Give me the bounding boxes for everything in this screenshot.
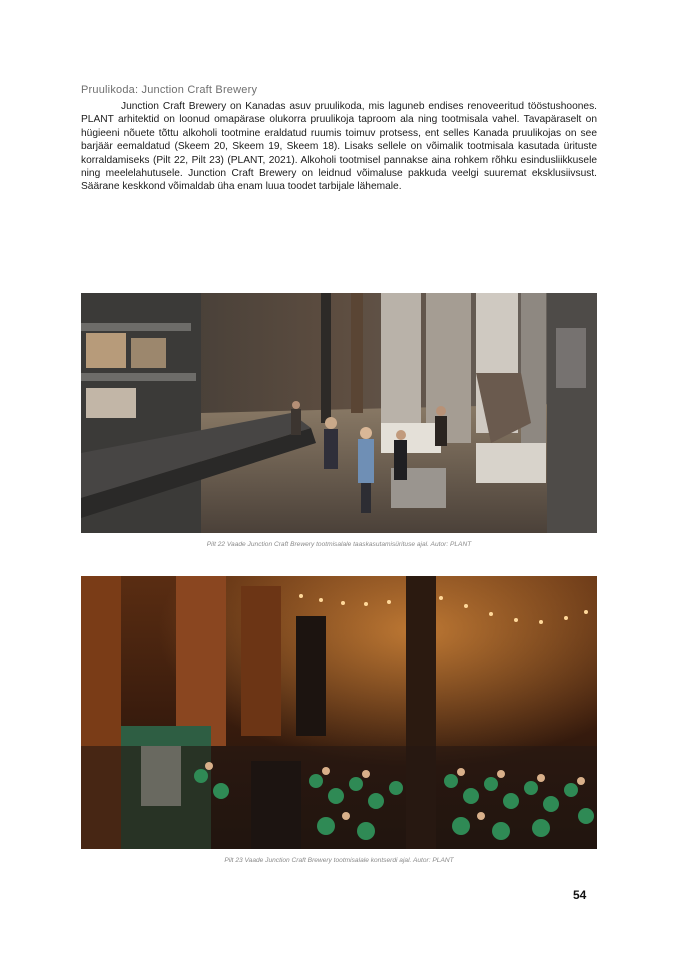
figure-caption: Pilt 23 Vaade Junction Craft Brewery tootmisalale kontserdi ajal. Autor: PLANT — [224, 857, 454, 864]
brewery-concert-photo — [81, 576, 597, 849]
figure-caption: Pilt 22 Vaade Junction Craft Brewery tootmisalale taaskasutamisürituse ajal. Autor: PLANT — [206, 541, 472, 548]
section-heading: Pruulikoda: Junction Craft Brewery — [81, 84, 258, 96]
body-paragraph: Junction Craft Brewery on Kanadas asuv pruulikoda, mis laguneb endises renoveeritud tööstushoones. PLANT arhitektid on loonud omapärase olukorra pruulikoja taproom ala ning tootmisala vahel. Tavapäraselt on hügieeni nõuete tõttu alkoholi tootmine eraldatud ruumis toimuv protsess, ent selles Kanada pruulikojas on see barjäär eemaldatud (Skeem 20, Skeem 19, Skeem 18). Lisaks sellele on võimalik tootmisala kasutada ürituste korraldamiseks (Pilt 22, Pilt 23) (PLANT, 2021). Alkoholi tootmisel pannakse aina rohkem rõhku esindusliikkusele ning meelelahutusele. Junction Craft Brewery on leidnud võimaluse pakkuda veelgi suuremat eksklusiivsust. Säärane keskkond võimaldab üha enam luua toodet tarbijale lähemale. — [81, 101, 597, 193]
brewery-production-photo — [81, 293, 597, 533]
page-number: 54 — [573, 888, 587, 902]
